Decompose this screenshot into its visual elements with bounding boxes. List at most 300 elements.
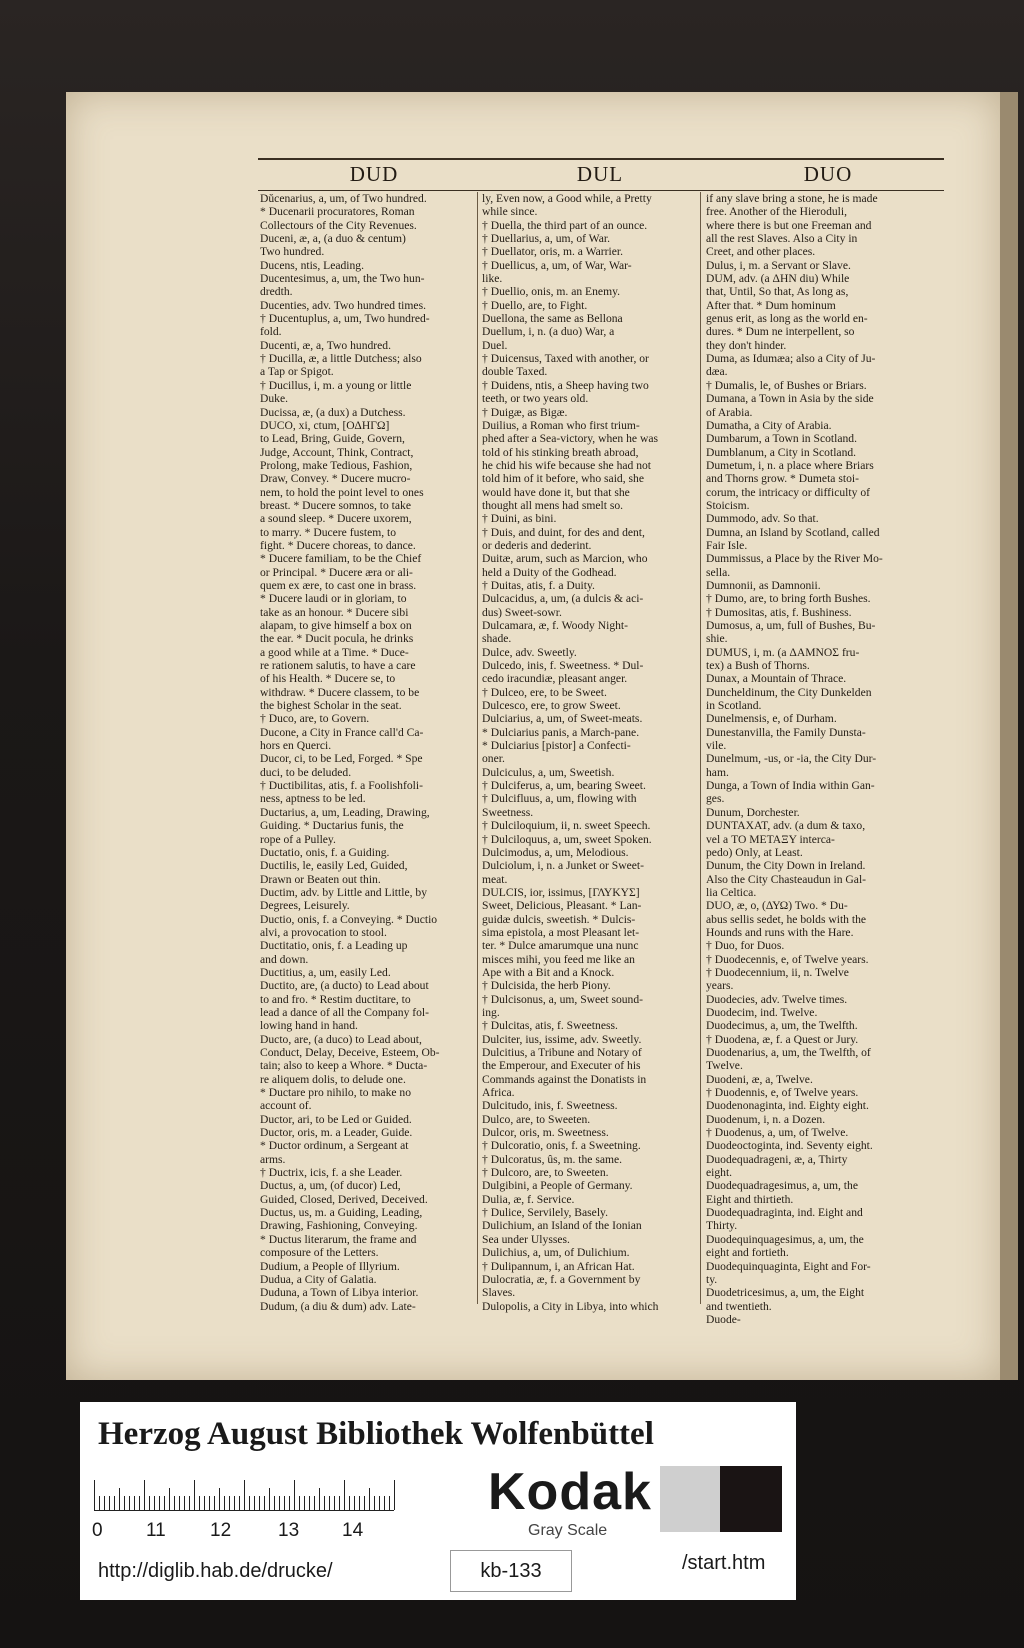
dictionary-line: if any slave bring a stone, he is made bbox=[706, 192, 878, 205]
dictionary-line: Ductim, adv. by Little and Little, by bbox=[260, 885, 427, 899]
dictionary-line: re aliquem dolis, to delude one. bbox=[260, 1072, 406, 1086]
dictionary-line: † Dulceo, ere, to be Sweet. bbox=[482, 685, 607, 699]
dictionary-line: Dunum, the City Down in Ireland. bbox=[706, 859, 866, 873]
dictionary-line: Guided, Closed, Derived, Deceived. bbox=[260, 1192, 428, 1206]
dictionary-line: a good while at a Time. * Duce- bbox=[260, 645, 409, 659]
ruler-tick bbox=[214, 1496, 215, 1510]
dictionary-line: † Duella, the third part of an ounce. bbox=[482, 218, 648, 232]
ruler-number: 0 bbox=[92, 1520, 103, 1541]
dictionary-line: vile. bbox=[706, 739, 727, 753]
dictionary-line: † Duellicus, a, um, of War, War- bbox=[482, 258, 632, 272]
dictionary-line: breast. * Ducere somnos, to take bbox=[260, 498, 411, 512]
dictionary-line: Duodequadraginta, ind. Eight and bbox=[706, 1206, 863, 1220]
dictionary-line: told him of it before, who said, she bbox=[482, 472, 644, 486]
dictionary-line: Dumnonii, as Damnonii. bbox=[706, 578, 821, 592]
dictionary-line: † Duco, are, to Govern. bbox=[260, 712, 370, 726]
dictionary-line: Dudium, a People of Illyrium. bbox=[260, 1259, 400, 1273]
dictionary-line: Duma, as Idumæa; also a City of Ju- bbox=[706, 352, 876, 366]
dictionary-line: sella. bbox=[706, 565, 731, 579]
dictionary-line: Ductitatio, onis, f. a Leading up bbox=[260, 939, 408, 953]
dictionary-line: and Thorns grow. * Dumeta stoi- bbox=[706, 472, 859, 486]
dictionary-line: lead a dance of all the Company fol- bbox=[260, 1005, 430, 1019]
dictionary-line: † Dumositas, atis, f. Bushiness. bbox=[706, 605, 852, 619]
dictionary-line: DUCO, xi, ctum, [ΟΔΗΓΩ] bbox=[260, 418, 390, 432]
dictionary-line: † Dulciloquus, a, um, sweet Spoken. bbox=[482, 832, 652, 846]
dictionary-line: † Dulcisonus, a, um, Sweet sound- bbox=[482, 992, 644, 1006]
dictionary-line: Hounds and runs with the Hare. bbox=[706, 925, 854, 939]
dictionary-line: Dulciculus, a, um, Sweetish. bbox=[482, 765, 615, 779]
url-right: /start.htm bbox=[682, 1552, 766, 1574]
ruler-tick bbox=[349, 1496, 350, 1510]
dictionary-line: free. Another of the Hieroduli, bbox=[706, 205, 848, 219]
dictionary-line: † Dumo, are, to bring forth Bushes. bbox=[706, 592, 871, 606]
head-rule bbox=[258, 190, 944, 191]
dictionary-line: ly, Even now, a Good while, a Pretty bbox=[482, 192, 652, 205]
dictionary-line: * Ductor ordinum, a Sergeant at bbox=[260, 1139, 409, 1153]
dictionary-line: alapam, to give himself a box on bbox=[260, 619, 412, 632]
ruler-tick bbox=[139, 1496, 140, 1510]
dictionary-line: lowing hand in hand. bbox=[260, 1019, 358, 1033]
dictionary-line: Duodeni, æ, a, Twelve. bbox=[706, 1072, 813, 1086]
ruler-tick bbox=[299, 1496, 300, 1510]
dictionary-line: Dulciolum, i, n. a Junket or Sweet- bbox=[482, 859, 644, 873]
dictionary-line: Duodenum, i, n. a Dozen. bbox=[706, 1112, 826, 1126]
ruler-number: 11 bbox=[146, 1520, 166, 1541]
dictionary-line: † Ducilla, æ, a little Dutchess; also bbox=[260, 352, 422, 366]
ruler-tick bbox=[174, 1496, 175, 1510]
ruler-tick bbox=[204, 1496, 205, 1510]
dictionary-line: Ducens, ntis, Leading. bbox=[260, 258, 364, 272]
dictionary-line: Dulciarius, a, um, of Sweet-meats. bbox=[482, 712, 643, 726]
dictionary-line: Slaves. bbox=[482, 1286, 516, 1300]
dictionary-line: † Duellator, oris, m. a Warrier. bbox=[482, 245, 624, 259]
ruler-tick bbox=[319, 1488, 320, 1510]
dictionary-line: † Duodennis, e, of Twelve years. bbox=[706, 1086, 859, 1100]
dictionary-line: double Taxed. bbox=[482, 365, 548, 379]
dictionary-line: † Duigæ, as Bigæ. bbox=[482, 405, 568, 419]
dictionary-column-1 bbox=[260, 192, 472, 1313]
dictionary-line: Ape with a Bit and a Knock. bbox=[482, 965, 615, 979]
ruler-tick bbox=[284, 1496, 285, 1510]
dictionary-line: Dunelmensis, e, of Durham. bbox=[706, 712, 837, 726]
dictionary-line: and down. bbox=[260, 952, 309, 966]
ruler-tick bbox=[374, 1496, 375, 1510]
ruler-tick bbox=[129, 1496, 130, 1510]
dictionary-line: shie. bbox=[706, 632, 728, 646]
dictionary-line: Duke. bbox=[260, 392, 289, 406]
dictionary-line: Ductor, oris, m. a Leader, Guide. bbox=[260, 1126, 413, 1140]
dictionary-line: Ducor, ci, to be Led, Forged. * Spe bbox=[260, 752, 423, 766]
ruler-tick bbox=[194, 1480, 195, 1510]
ruler-tick bbox=[229, 1496, 230, 1510]
dictionary-line: Judge, Account, Think, Contract, bbox=[260, 445, 414, 459]
gray-scale-label: Gray Scale bbox=[528, 1522, 608, 1539]
dictionary-line: ing. bbox=[482, 1005, 500, 1019]
dictionary-line: Duodetricesimus, a, um, the Eight bbox=[706, 1286, 865, 1300]
ruler-tick bbox=[159, 1496, 160, 1510]
dictionary-line: shade. bbox=[482, 632, 512, 646]
dictionary-line: Drawing, Fashioning, Conveying. bbox=[260, 1219, 418, 1233]
dictionary-line: sima epistola, a most Pleasant let- bbox=[482, 925, 640, 939]
dictionary-line: Duel. bbox=[482, 338, 508, 352]
dictionary-line: Dulopolis, a City in Libya, into which bbox=[482, 1299, 659, 1313]
top-rule bbox=[258, 158, 944, 160]
dictionary-line: † Duini, as bini. bbox=[482, 512, 557, 526]
dictionary-line: † Duidens, ntis, a Sheep having two bbox=[482, 378, 649, 392]
dictionary-line: the ear. * Ducit pocula, he drinks bbox=[260, 632, 414, 646]
ruler-tick bbox=[289, 1496, 290, 1510]
dictionary-line: Guiding. * Ductarius funis, the bbox=[260, 819, 404, 833]
ruler-tick bbox=[124, 1496, 125, 1510]
library-title: Herzog August Bibliothek Wolfenbüttel bbox=[98, 1416, 654, 1452]
dictionary-line: to and fro. * Restim ductitare, to bbox=[260, 992, 411, 1006]
dictionary-line: Thirty. bbox=[706, 1219, 738, 1233]
dictionary-line: † Duellio, onis, m. an Enemy. bbox=[482, 285, 621, 299]
dictionary-line: † Dulcifluus, a, um, flowing with bbox=[482, 792, 637, 806]
dictionary-line: that, Until, So that, As long as, bbox=[706, 285, 849, 299]
dictionary-line: † Duitas, atis, f. a Duity. bbox=[482, 578, 595, 592]
dictionary-line: and twentieth. bbox=[706, 1299, 772, 1313]
dictionary-line: told of his stinking breath abroad, bbox=[482, 445, 639, 459]
dictionary-line: take as an honour. * Ducere sibi bbox=[260, 605, 409, 619]
dictionary-line: † Duis, and duint, for des and dent, bbox=[482, 525, 645, 539]
dictionary-line: dures. * Dum ne interpellent, so bbox=[706, 325, 855, 339]
dictionary-line: tain; also to keep a Whore. * Ducta- bbox=[260, 1059, 428, 1073]
dictionary-line: Fair Isle. bbox=[706, 538, 748, 552]
ruler-tick bbox=[184, 1496, 185, 1510]
dictionary-line: Ductio, onis, f. a Conveying. * Ductio bbox=[260, 912, 438, 926]
ruler-tick bbox=[254, 1496, 255, 1510]
dictionary-line: Dulcimodus, a, um, Melodious. bbox=[482, 845, 629, 859]
dictionary-line: ter. * Dulce amarumque una nunc bbox=[482, 939, 639, 953]
dictionary-line: he chid his wife because she had not bbox=[482, 458, 652, 472]
dictionary-line: Africa. bbox=[482, 1086, 515, 1100]
dictionary-line: Ductatio, onis, f. a Guiding. bbox=[260, 845, 390, 859]
dictionary-line: Ducto, are, (a duco) to Lead about, bbox=[260, 1032, 422, 1046]
dictionary-line: Eight and thirtieth. bbox=[706, 1192, 794, 1206]
dictionary-line: Dulcedo, inis, f. Sweetness. * Dul- bbox=[482, 659, 644, 673]
dictionary-line: Duodequinquaginta, Eight and For- bbox=[706, 1259, 871, 1273]
dictionary-line: teeth, or two years old. bbox=[482, 392, 589, 406]
dictionary-line: Duellona, the same as Bellona bbox=[482, 312, 623, 326]
dictionary-line: Dudum, (a diu & dum) adv. Late- bbox=[260, 1299, 416, 1313]
measure-ruler bbox=[94, 1478, 394, 1511]
dictionary-line: the Emperour, and Executer of his bbox=[482, 1059, 641, 1073]
dictionary-line: meat. bbox=[482, 872, 508, 886]
dictionary-line: Dulcitius, a Tribune and Notary of bbox=[482, 1046, 642, 1059]
dictionary-line: Duodenonaginta, ind. Eighty eight. bbox=[706, 1099, 869, 1113]
dictionary-line: * Ductus literarum, the frame and bbox=[260, 1232, 417, 1246]
dictionary-line: Duduna, a Town of Libya interior. bbox=[260, 1286, 419, 1300]
dictionary-line: Ducissa, æ, (a dux) a Dutchess. bbox=[260, 405, 406, 419]
running-head-left: DUD bbox=[349, 162, 399, 186]
dictionary-line: DUNTAXAT, adv. (a dum & taxo, bbox=[706, 819, 866, 833]
dictionary-line: misces mihi, you feed me like an bbox=[482, 952, 635, 966]
dictionary-line: a Tap or Spigot. bbox=[260, 365, 334, 379]
dictionary-line: Dulcitudo, inis, f. Sweetness. bbox=[482, 1099, 618, 1113]
ruler-tick bbox=[389, 1496, 390, 1510]
dictionary-line: DUO, æ, o, (ΔΥΩ) Two. * Du- bbox=[706, 899, 848, 913]
dictionary-line: † Duodenus, a, um, of Twelve. bbox=[706, 1126, 849, 1140]
dictionary-column-2 bbox=[482, 192, 694, 1313]
dictionary-line: † Dulciferus, a, um, bearing Sweet. bbox=[482, 779, 646, 793]
dictionary-line: Dummissus, a Place by the River Mo- bbox=[706, 552, 883, 566]
ruler-tick bbox=[189, 1496, 190, 1510]
dictionary-line: Dudua, a City of Galatia. bbox=[260, 1272, 377, 1286]
dictionary-line: * Ducenarii procuratores, Roman bbox=[260, 205, 415, 219]
dictionary-line: Ductus, us, m. a Guiding, Leading, bbox=[260, 1206, 423, 1220]
dictionary-line: thought all mens had smelt so. bbox=[482, 498, 624, 512]
dictionary-line: Dulco, are, to Sweeten. bbox=[482, 1112, 591, 1126]
dictionary-line: Dulus, i, m. a Servant or Slave. bbox=[706, 258, 851, 272]
dictionary-line: Degrees, Leisurely. bbox=[260, 899, 350, 913]
dictionary-line: genus erit, as long as the world en- bbox=[706, 312, 868, 326]
dictionary-line: Dulcamara, æ, f. Woody Night- bbox=[482, 619, 628, 632]
dictionary-line: After that. * Dum hominum bbox=[706, 298, 836, 312]
ruler-tick bbox=[294, 1480, 295, 1510]
url-left: http://diglib.hab.de/drucke/ bbox=[98, 1560, 333, 1582]
ruler-tick bbox=[224, 1496, 225, 1510]
ruler-tick bbox=[179, 1496, 180, 1510]
running-head-center: DUL bbox=[576, 162, 624, 186]
kodak-logo: Kodak bbox=[488, 1463, 652, 1521]
dictionary-line: of his Health. * Ducere se, to bbox=[260, 672, 396, 686]
ruler-tick bbox=[314, 1496, 315, 1510]
column-divider-1 bbox=[477, 192, 478, 1304]
dictionary-line: composure of the Letters. bbox=[260, 1246, 379, 1260]
dictionary-line: alvi, a provocation to stool. bbox=[260, 925, 387, 939]
dictionary-line: withdraw. * Ducere classem, to be bbox=[260, 685, 420, 699]
dictionary-line: they don't hinder. bbox=[706, 338, 787, 352]
dictionary-line: † Duicensus, Taxed with another, or bbox=[482, 352, 649, 366]
dictionary-line: Sea under Ulysses. bbox=[482, 1232, 570, 1246]
dictionary-line: Dunga, a Town of India within Gan- bbox=[706, 779, 875, 793]
column-divider-2 bbox=[700, 192, 701, 1304]
dictionary-line: of Arabia. bbox=[706, 405, 753, 419]
dictionary-line: Dulichius, a, um, of Dulichium. bbox=[482, 1246, 630, 1260]
dictionary-line: Dumatha, a City of Arabia. bbox=[706, 418, 832, 432]
dictionary-line: held a Duity of the Godhead. bbox=[482, 565, 617, 579]
ruler-tick bbox=[104, 1496, 105, 1510]
dictionary-line: * Ductare pro nihilo, to make no bbox=[260, 1086, 412, 1100]
ruler-tick bbox=[354, 1496, 355, 1510]
dictionary-line: Ductarius, a, um, Leading, Drawing, bbox=[260, 805, 430, 819]
ruler-tick bbox=[334, 1496, 335, 1510]
dictionary-line: Dulichium, an Island of the Ionian bbox=[482, 1219, 642, 1233]
dictionary-line: or Principal. * Ducere æra or ali- bbox=[260, 565, 413, 579]
dictionary-line: Duceni, æ, a, (a duo & centum) bbox=[260, 232, 406, 246]
dictionary-line: dæa. bbox=[706, 365, 728, 379]
dictionary-line: † Dulipannum, i, an African Hat. bbox=[482, 1259, 635, 1273]
dictionary-line: Duitæ, arum, such as Marcion, who bbox=[482, 552, 648, 566]
dictionary-line: † Ducentuplus, a, um, Two hundred- bbox=[260, 312, 430, 326]
dictionary-line: where there is but one Freeman and bbox=[706, 218, 872, 232]
dictionary-line: † Dulcoratus, ûs, m. the same. bbox=[482, 1152, 623, 1166]
dictionary-line: Duodequadrageni, æ, a, Thirty bbox=[706, 1152, 848, 1166]
dictionary-line: † Dulciloquium, ii, n. sweet Speech. bbox=[482, 819, 651, 833]
dictionary-line: Twelve. bbox=[706, 1059, 743, 1073]
dictionary-line: cedo iracundiæ, pleasant anger. bbox=[482, 672, 628, 686]
ruler-number: 13 bbox=[278, 1520, 300, 1541]
dictionary-line: would have done it, but that she bbox=[482, 485, 630, 499]
dictionary-line: oner. bbox=[482, 752, 505, 766]
ruler-tick bbox=[309, 1496, 310, 1510]
dictionary-line: DUM, adv. (a ΔΗΝ diu) While bbox=[706, 272, 850, 286]
dictionary-line: † Duodecennium, ii, n. Twelve bbox=[706, 965, 849, 979]
ruler-tick bbox=[264, 1496, 265, 1510]
ruler-tick bbox=[119, 1488, 120, 1510]
dictionary-line: Also the City Chasteaudun in Gal- bbox=[706, 872, 867, 886]
dictionary-line: Duode- bbox=[706, 1312, 741, 1326]
dictionary-line: † Duodena, æ, f. a Quest or Jury. bbox=[706, 1032, 859, 1046]
ruler-tick bbox=[379, 1496, 380, 1510]
dictionary-line: ness, aptness to be led. bbox=[260, 792, 366, 806]
dictionary-line: pedo) Only, at Least. bbox=[706, 845, 803, 859]
dictionary-line: Dulcor, oris, m. Sweetness. bbox=[482, 1126, 609, 1140]
ruler-tick bbox=[99, 1496, 100, 1510]
dictionary-line: corum, the intricacy or difficulty of bbox=[706, 485, 870, 499]
scan-code: kb-133 bbox=[450, 1550, 572, 1592]
dictionary-line: Dulcesco, ere, to grow Sweet. bbox=[482, 699, 621, 713]
dictionary-line: ges. bbox=[706, 792, 725, 806]
ruler-tick bbox=[364, 1496, 365, 1510]
dictionary-line: DULCIS, ior, issimus, [ΓΛΥΚΥΣ] bbox=[482, 885, 640, 899]
dictionary-line: Dumetum, i, n. a place where Briars bbox=[706, 458, 874, 472]
dictionary-line: abus sellis sedet, he bolds with the bbox=[706, 912, 867, 926]
gray-swatch-dark bbox=[720, 1466, 782, 1532]
dictionary-line: Stoicism. bbox=[706, 498, 750, 512]
dictionary-line: † Dulcitas, atis, f. Sweetness. bbox=[482, 1019, 618, 1033]
dictionary-line: tex) a Bush of Thorns. bbox=[706, 659, 810, 673]
dictionary-line: † Duello, are, to Fight. bbox=[482, 298, 588, 312]
dictionary-line: † Dulcoratio, onis, f. a Sweetning. bbox=[482, 1139, 641, 1153]
dictionary-line: phed after a Sea-victory, when he was bbox=[482, 432, 658, 446]
ruler-tick bbox=[244, 1480, 245, 1510]
dictionary-line: DUMUS, i, m. (a ΔΑΜΝΟΣ fru- bbox=[706, 645, 860, 659]
dictionary-line: † Duo, for Duos. bbox=[706, 939, 785, 953]
dictionary-line: Dumblanum, a City in Scotland. bbox=[706, 445, 857, 459]
dictionary-line: † Dulcoro, are, to Sweeten. bbox=[482, 1166, 609, 1180]
dictionary-line: Duodecies, adv. Twelve times. bbox=[706, 992, 848, 1006]
dictionary-line: Conduct, Delay, Deceive, Esteem, Ob- bbox=[260, 1046, 440, 1059]
dictionary-line: † Dumalis, le, of Bushes or Briars. bbox=[706, 378, 867, 392]
dictionary-line: † Duellarius, a, um, of War. bbox=[482, 232, 610, 246]
ruler-tick bbox=[114, 1496, 115, 1510]
ruler-number: 12 bbox=[210, 1520, 232, 1541]
dictionary-line: Duilius, a Roman who first trium- bbox=[482, 418, 640, 432]
ruler-tick bbox=[269, 1488, 270, 1510]
library-scan-card bbox=[80, 1402, 796, 1600]
dictionary-line: * Ducere laudi or in gloriam, to bbox=[260, 592, 407, 606]
dictionary-line: ty. bbox=[706, 1272, 718, 1286]
dictionary-line: Dumosus, a, um, full of Bushes, Bu- bbox=[706, 619, 876, 632]
ruler-tick bbox=[134, 1496, 135, 1510]
dictionary-line: Duodecimus, a, um, the Twelfth. bbox=[706, 1019, 858, 1033]
dictionary-print-block bbox=[258, 158, 944, 1326]
dictionary-line: rope of a Pulley. bbox=[260, 832, 336, 846]
dictionary-line: Ductito, are, (a ducto) to Lead about bbox=[260, 979, 429, 993]
dictionary-line: Prolong, make Tedious, Fashion, bbox=[260, 458, 413, 472]
ruler-number: 14 bbox=[342, 1520, 364, 1541]
dictionary-line: Duncheldinum, the City Dunkelden bbox=[706, 685, 872, 699]
dictionary-line: quem ex ære, to cast one in brass. bbox=[260, 578, 417, 592]
dictionary-line: the bighest Scholar in the seat. bbox=[260, 699, 402, 713]
dictionary-line: arms. bbox=[260, 1152, 286, 1166]
dictionary-line: vel a ΤΟ ΜΕΤΑΞΥ interca- bbox=[706, 832, 835, 846]
dictionary-line: re rationem salutis, to have a care bbox=[260, 659, 416, 673]
ruler-tick bbox=[149, 1496, 150, 1510]
dictionary-line: duci, to be deluded. bbox=[260, 765, 352, 779]
ruler-tick bbox=[154, 1496, 155, 1510]
dictionary-line: Duodeoctoginta, ind. Seventy eight. bbox=[706, 1139, 873, 1153]
ruler-tick bbox=[274, 1496, 275, 1510]
dictionary-line: Collectours of the City Revenues. bbox=[260, 218, 417, 232]
dictionary-line: while since. bbox=[482, 205, 538, 219]
dictionary-line: † Dulice, Servilely, Basely. bbox=[482, 1206, 608, 1220]
ruler-tick bbox=[279, 1496, 280, 1510]
dictionary-line: Dumana, a Town in Asia by the side bbox=[706, 392, 874, 406]
ruler-tick bbox=[249, 1496, 250, 1510]
dictionary-line: † Dulcisida, the herb Piony. bbox=[482, 979, 611, 993]
dictionary-line: Duodecim, ind. Twelve. bbox=[706, 1005, 818, 1019]
dictionary-line: eight and fortieth. bbox=[706, 1246, 789, 1260]
ruler-tick bbox=[94, 1480, 95, 1510]
dictionary-line: Dumbarum, a Town in Scotland. bbox=[706, 432, 857, 446]
dictionary-line: Dulia, æ, f. Service. bbox=[482, 1192, 575, 1206]
dictionary-line: Duodenarius, a, um, the Twelfth, of bbox=[706, 1046, 871, 1059]
dictionary-line: fold. bbox=[260, 325, 282, 339]
dictionary-line: Ducone, a City in France call'd Ca- bbox=[260, 725, 424, 739]
page-heads bbox=[258, 162, 944, 190]
dictionary-line: Two hundred. bbox=[260, 245, 325, 259]
dictionary-line: Duellum, i, n. (a duo) War, a bbox=[482, 325, 615, 339]
gray-swatch-light bbox=[660, 1466, 720, 1532]
ruler-tick bbox=[109, 1496, 110, 1510]
dictionary-line: fight. * Ducere choreas, to dance. bbox=[260, 538, 416, 552]
dictionary-line: Creet, and other places. bbox=[706, 245, 816, 259]
dictionary-line: account of. bbox=[260, 1099, 312, 1113]
dictionary-line: nem, to hold the point level to ones bbox=[260, 485, 424, 499]
dictionary-line: to Lead, Bring, Guide, Govern, bbox=[260, 432, 405, 446]
running-head-right: DUO bbox=[803, 162, 853, 186]
dictionary-line: Dulciter, ius, issime, adv. Sweetly. bbox=[482, 1032, 642, 1046]
dictionary-line: Dunestanvilla, the Family Dunsta- bbox=[706, 725, 866, 739]
dictionary-line: † Ductibilitas, atis, f. a Foolishfoli- bbox=[260, 779, 423, 793]
dictionary-line: † Ductrix, icis, f. a she Leader. bbox=[260, 1166, 403, 1180]
ruler-tick bbox=[234, 1496, 235, 1510]
dictionary-line: to marry. * Ducere fustem, to bbox=[260, 525, 397, 539]
dictionary-line: Duodequadragesimus, a, um, the bbox=[706, 1179, 858, 1193]
dictionary-line: † Ducillus, i, m. a young or little bbox=[260, 378, 412, 392]
dictionary-line: eight. bbox=[706, 1166, 733, 1180]
dictionary-line: all the rest Slaves. Also a City in bbox=[706, 232, 858, 246]
dictionary-line: * Dulciarius panis, a March-pane. bbox=[482, 725, 640, 739]
dictionary-line: Dulocratia, æ, f. a Government by bbox=[482, 1272, 641, 1286]
dictionary-line: years. bbox=[706, 979, 734, 993]
dictionary-line: ham. bbox=[706, 765, 729, 779]
dictionary-line: Dunax, a Mountain of Thrace. bbox=[706, 672, 847, 686]
dictionary-line: dredth. bbox=[260, 285, 293, 299]
dictionary-line: * Dulciarius [pistor] a Confecti- bbox=[482, 739, 631, 753]
dictionary-line: Ductilis, le, easily Led, Guided, bbox=[260, 859, 408, 873]
dictionary-line: hors en Querci. bbox=[260, 739, 332, 753]
ruler-tick bbox=[169, 1488, 170, 1510]
dictionary-line: like. bbox=[482, 272, 503, 286]
ruler-tick bbox=[369, 1488, 370, 1510]
dictionary-line: or dederis and dederint. bbox=[482, 538, 592, 552]
ruler-tick bbox=[394, 1480, 395, 1510]
ruler-tick bbox=[239, 1496, 240, 1510]
